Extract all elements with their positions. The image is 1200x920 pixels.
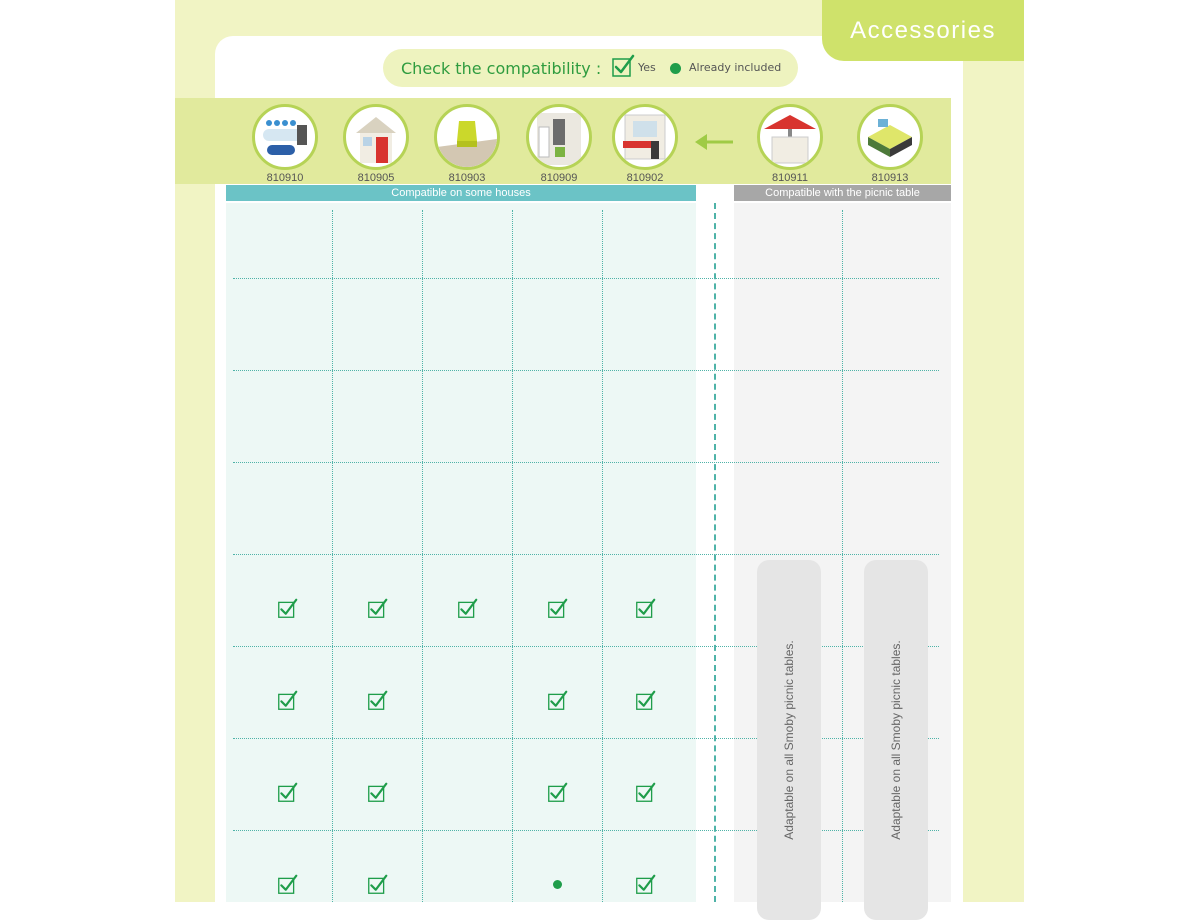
check-icon — [547, 690, 568, 711]
column-divider — [842, 210, 843, 902]
check-icon — [277, 874, 298, 895]
house-door-icon — [343, 104, 409, 170]
legend-title: Check the compatibility : — [401, 59, 602, 78]
row-divider — [233, 278, 939, 279]
section-tab: Accessories — [822, 0, 1024, 61]
product-code: 810910 — [266, 172, 304, 184]
check-icon — [635, 874, 656, 895]
check-icon — [547, 782, 568, 803]
check-icon — [547, 598, 568, 619]
column-divider — [422, 210, 423, 902]
kitchen-icon — [526, 104, 592, 170]
product-code: 810911 — [772, 172, 808, 184]
check-icon — [635, 782, 656, 803]
included-dot-icon — [553, 880, 562, 889]
group-header-picnic: Compatible with the picnic table — [734, 185, 951, 201]
slide-icon — [434, 104, 500, 170]
group-divider — [714, 203, 716, 902]
product-code: 810902 — [626, 172, 664, 184]
compatibility-legend — [383, 49, 798, 87]
check-icon — [457, 598, 478, 619]
product-810910[interactable] — [252, 104, 318, 184]
check-icon — [367, 690, 388, 711]
row-divider — [233, 370, 939, 371]
sandpit-icon — [857, 104, 923, 170]
product-810905[interactable] — [343, 104, 409, 184]
product-code: 810913 — [871, 172, 909, 184]
row-divider — [233, 462, 939, 463]
included-dot-icon — [670, 63, 681, 74]
row-divider — [233, 646, 939, 647]
check-icon — [277, 782, 298, 803]
product-code: 810905 — [357, 172, 395, 184]
legend-yes-label: Yes — [638, 61, 656, 74]
accessory-kit-icon — [252, 104, 318, 170]
check-icon — [635, 690, 656, 711]
column-divider — [602, 210, 603, 902]
legend-included-label: Already included — [689, 61, 782, 74]
product-code: 810903 — [448, 172, 486, 184]
check-icon — [367, 598, 388, 619]
check-icon — [277, 690, 298, 711]
picnic-note-810911 — [757, 560, 821, 920]
checkbox-check-icon — [611, 54, 635, 78]
group-header-houses: Compatible on some houses — [226, 185, 696, 201]
catalog-page — [175, 0, 1024, 902]
picnic-note-810913 — [864, 560, 928, 920]
product-810909[interactable] — [526, 104, 592, 184]
check-icon — [367, 782, 388, 803]
product-code: 810909 — [540, 172, 578, 184]
check-icon — [635, 598, 656, 619]
arrow-left-icon — [695, 132, 735, 152]
window-bench-icon — [612, 104, 678, 170]
product-810911[interactable] — [757, 104, 823, 184]
product-810913[interactable] — [857, 104, 923, 184]
picnic-note-text: Adaptable on all Smoby picnic tables. — [889, 640, 903, 840]
check-icon — [367, 874, 388, 895]
parasol-icon — [757, 104, 823, 170]
row-divider — [233, 738, 939, 739]
row-divider — [233, 830, 939, 831]
row-divider — [233, 554, 939, 555]
product-810902[interactable] — [612, 104, 678, 184]
column-divider — [512, 210, 513, 902]
check-icon — [277, 598, 298, 619]
column-divider — [332, 210, 333, 902]
picnic-note-text: Adaptable on all Smoby picnic tables. — [782, 640, 796, 840]
product-810903[interactable] — [434, 104, 500, 184]
